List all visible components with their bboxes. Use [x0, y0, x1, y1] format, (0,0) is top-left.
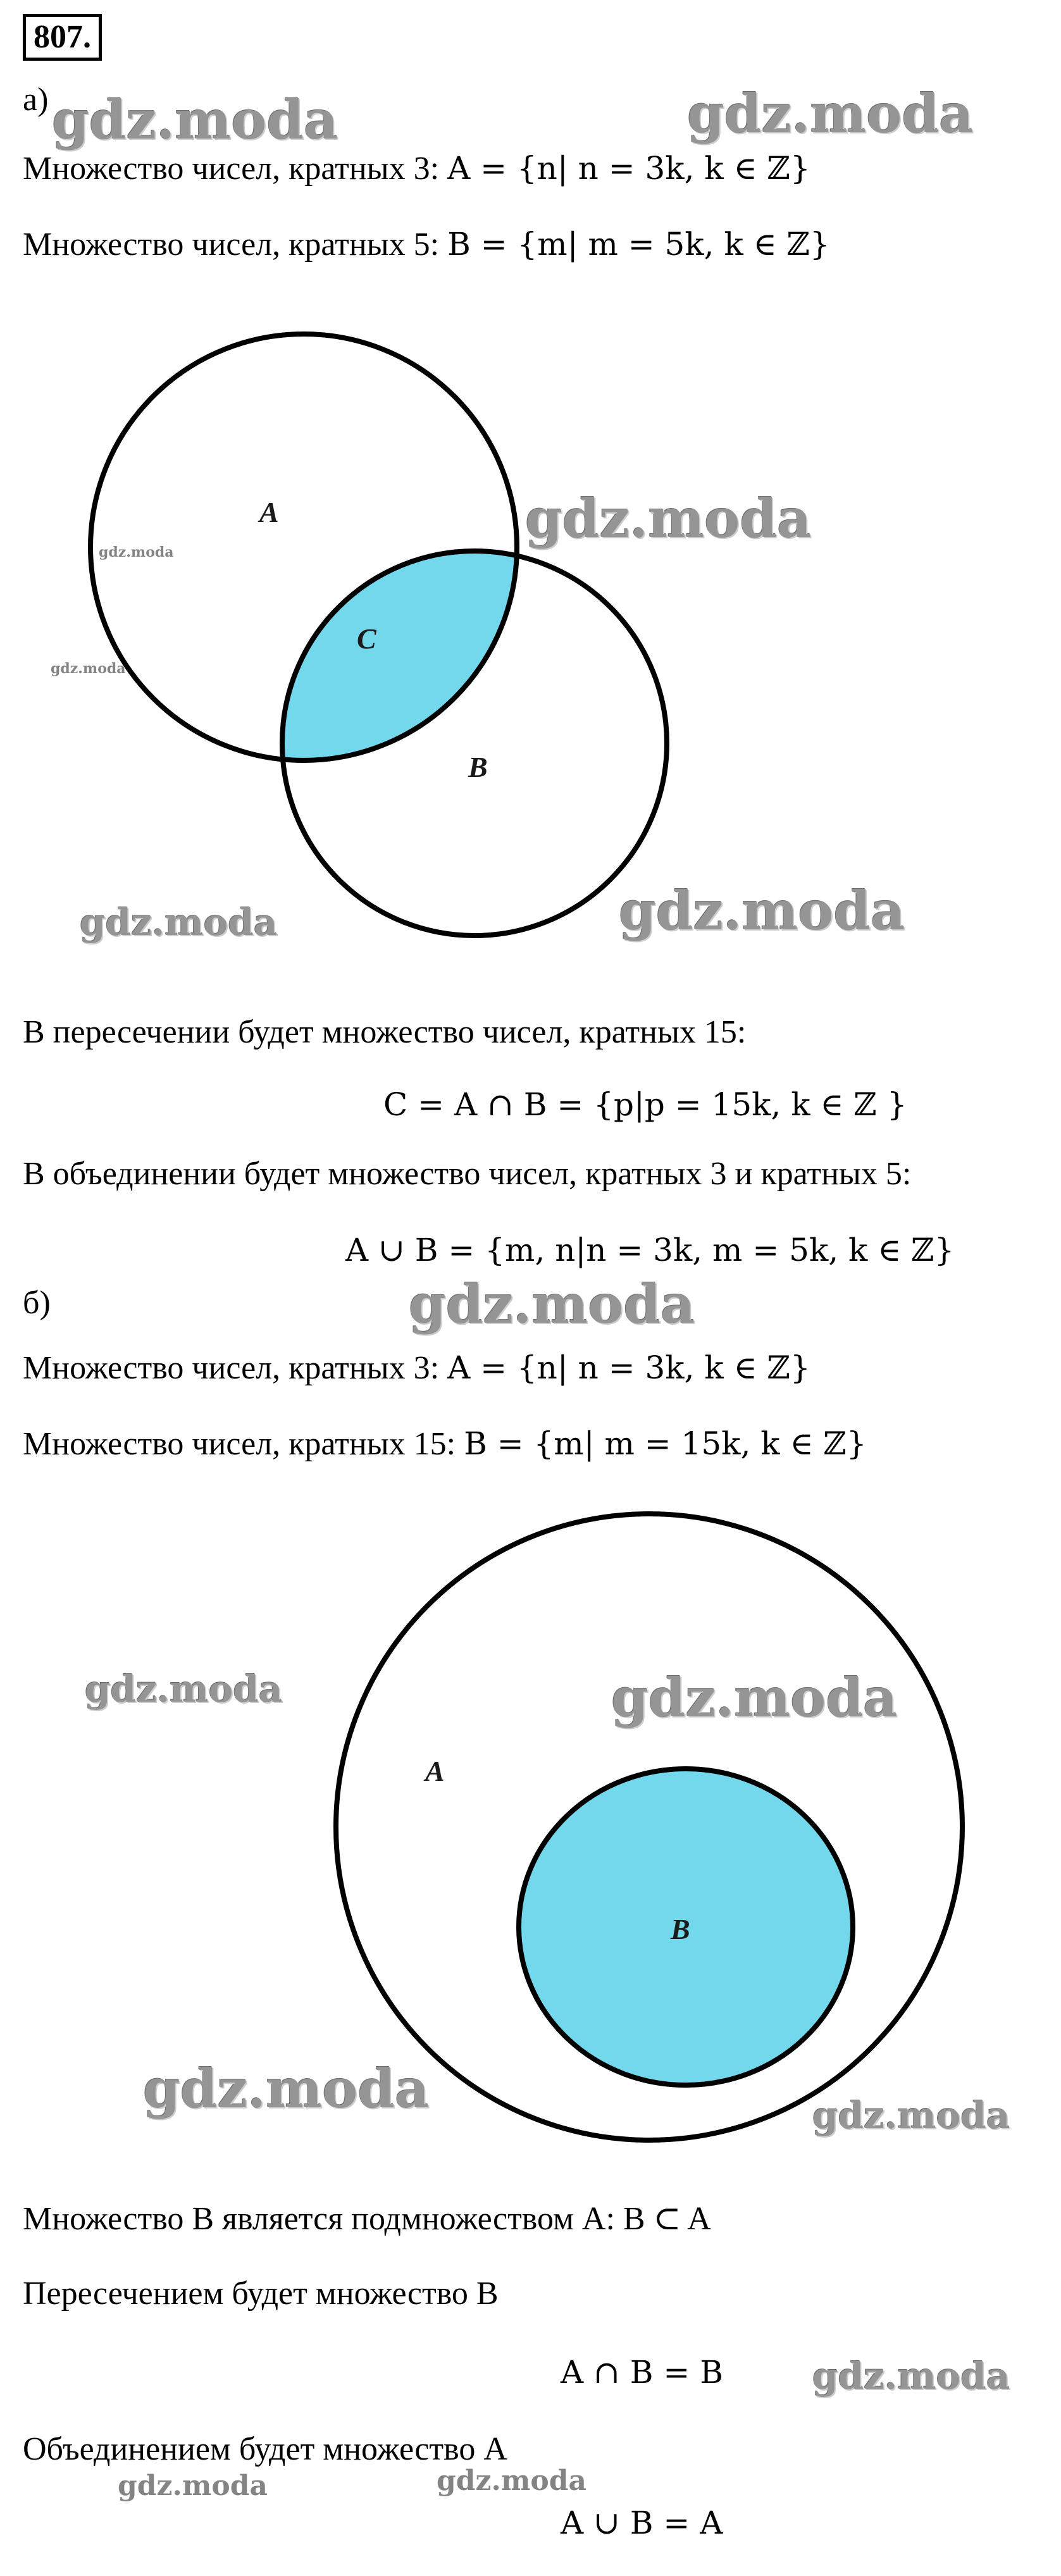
part-a-line2 [23, 225, 830, 264]
part-a-line1-text: Множество чисел, кратных 3: [23, 151, 440, 187]
set-b-label: B [671, 1913, 690, 1945]
part-b-line2 [23, 1425, 867, 1463]
part-b-label: б) [23, 1285, 51, 1321]
part-b-union-math: A ∪ B = A [561, 2505, 723, 2541]
part-b-intersection-text: Пересечением будет множество B [23, 2276, 499, 2312]
watermark: gdz.moda [687, 82, 974, 145]
watermark: gdz.moda [611, 1666, 898, 1729]
watermark: gdz.moda [80, 901, 278, 944]
part-b-line1-text: Множество чисел, кратных 3: [23, 1350, 440, 1386]
part-b-intersection-math: A ∩ B = B [561, 2354, 723, 2391]
watermark: gdz.moda [409, 1273, 695, 1335]
part-a-union-text: В объединении будет множество чисел, кратных 3 и кратных 5: [23, 1156, 912, 1192]
part-a-line1 [23, 149, 810, 188]
watermark: gdz.moda [52, 89, 338, 151]
part-b-line2-math: B = {m| m = 15k, k ∈ ℤ} [464, 1425, 867, 1462]
part-a-line2-math: B = {m| m = 5k, k ∈ ℤ} [447, 226, 830, 263]
part-a-line2-text: Множество чисел, кратных 5: [23, 226, 440, 263]
part-a-intersection-text: В пересечении будет множество чисел, кратных 15: [23, 1014, 747, 1050]
set-a-label: A [425, 1755, 445, 1787]
watermark: gdz.moda [437, 2465, 587, 2497]
part-a-intersection-math: C = A ∩ B = {p|p = 15k, k ∈ ℤ } [383, 1086, 907, 1123]
exercise-number: 807. [23, 14, 102, 61]
watermark: gdz.moda [525, 487, 812, 550]
watermark: gdz.moda [85, 1668, 283, 1711]
part-b-line2-text: Множество чисел, кратных 15: [23, 1426, 456, 1462]
part-b-union-text: Объединением будет множество A [23, 2431, 507, 2467]
part-b-line1-math: A = {n| n = 3k, k ∈ ℤ} [447, 1349, 810, 1386]
set-a-label: A [259, 496, 279, 528]
part-a-line1-math: A = {n| n = 3k, k ∈ ℤ} [447, 150, 810, 187]
watermark: gdz.moda [118, 2470, 268, 2502]
watermark: gdz.moda [143, 2057, 430, 2120]
part-b-subset-text: Множество B является подмножеством A: B ⊂ A [23, 2201, 711, 2237]
part-a-label: а) [23, 82, 49, 118]
part-b-line1 [23, 1349, 810, 1387]
watermark: gdz.moda [99, 544, 174, 560]
watermark: gdz.moda [812, 2094, 1010, 2137]
venn-diagram-a [0, 304, 1061, 962]
part-a-union-math: A ∪ B = {m, n|n = 3k, m = 5k, k ∈ ℤ} [345, 1232, 955, 1268]
set-b-label: B [468, 751, 488, 783]
watermark: gdz.moda [51, 660, 126, 677]
intersection-label-c: C [357, 622, 376, 655]
watermark: gdz.moda [619, 879, 905, 942]
watermark: gdz.moda [812, 2355, 1010, 2398]
